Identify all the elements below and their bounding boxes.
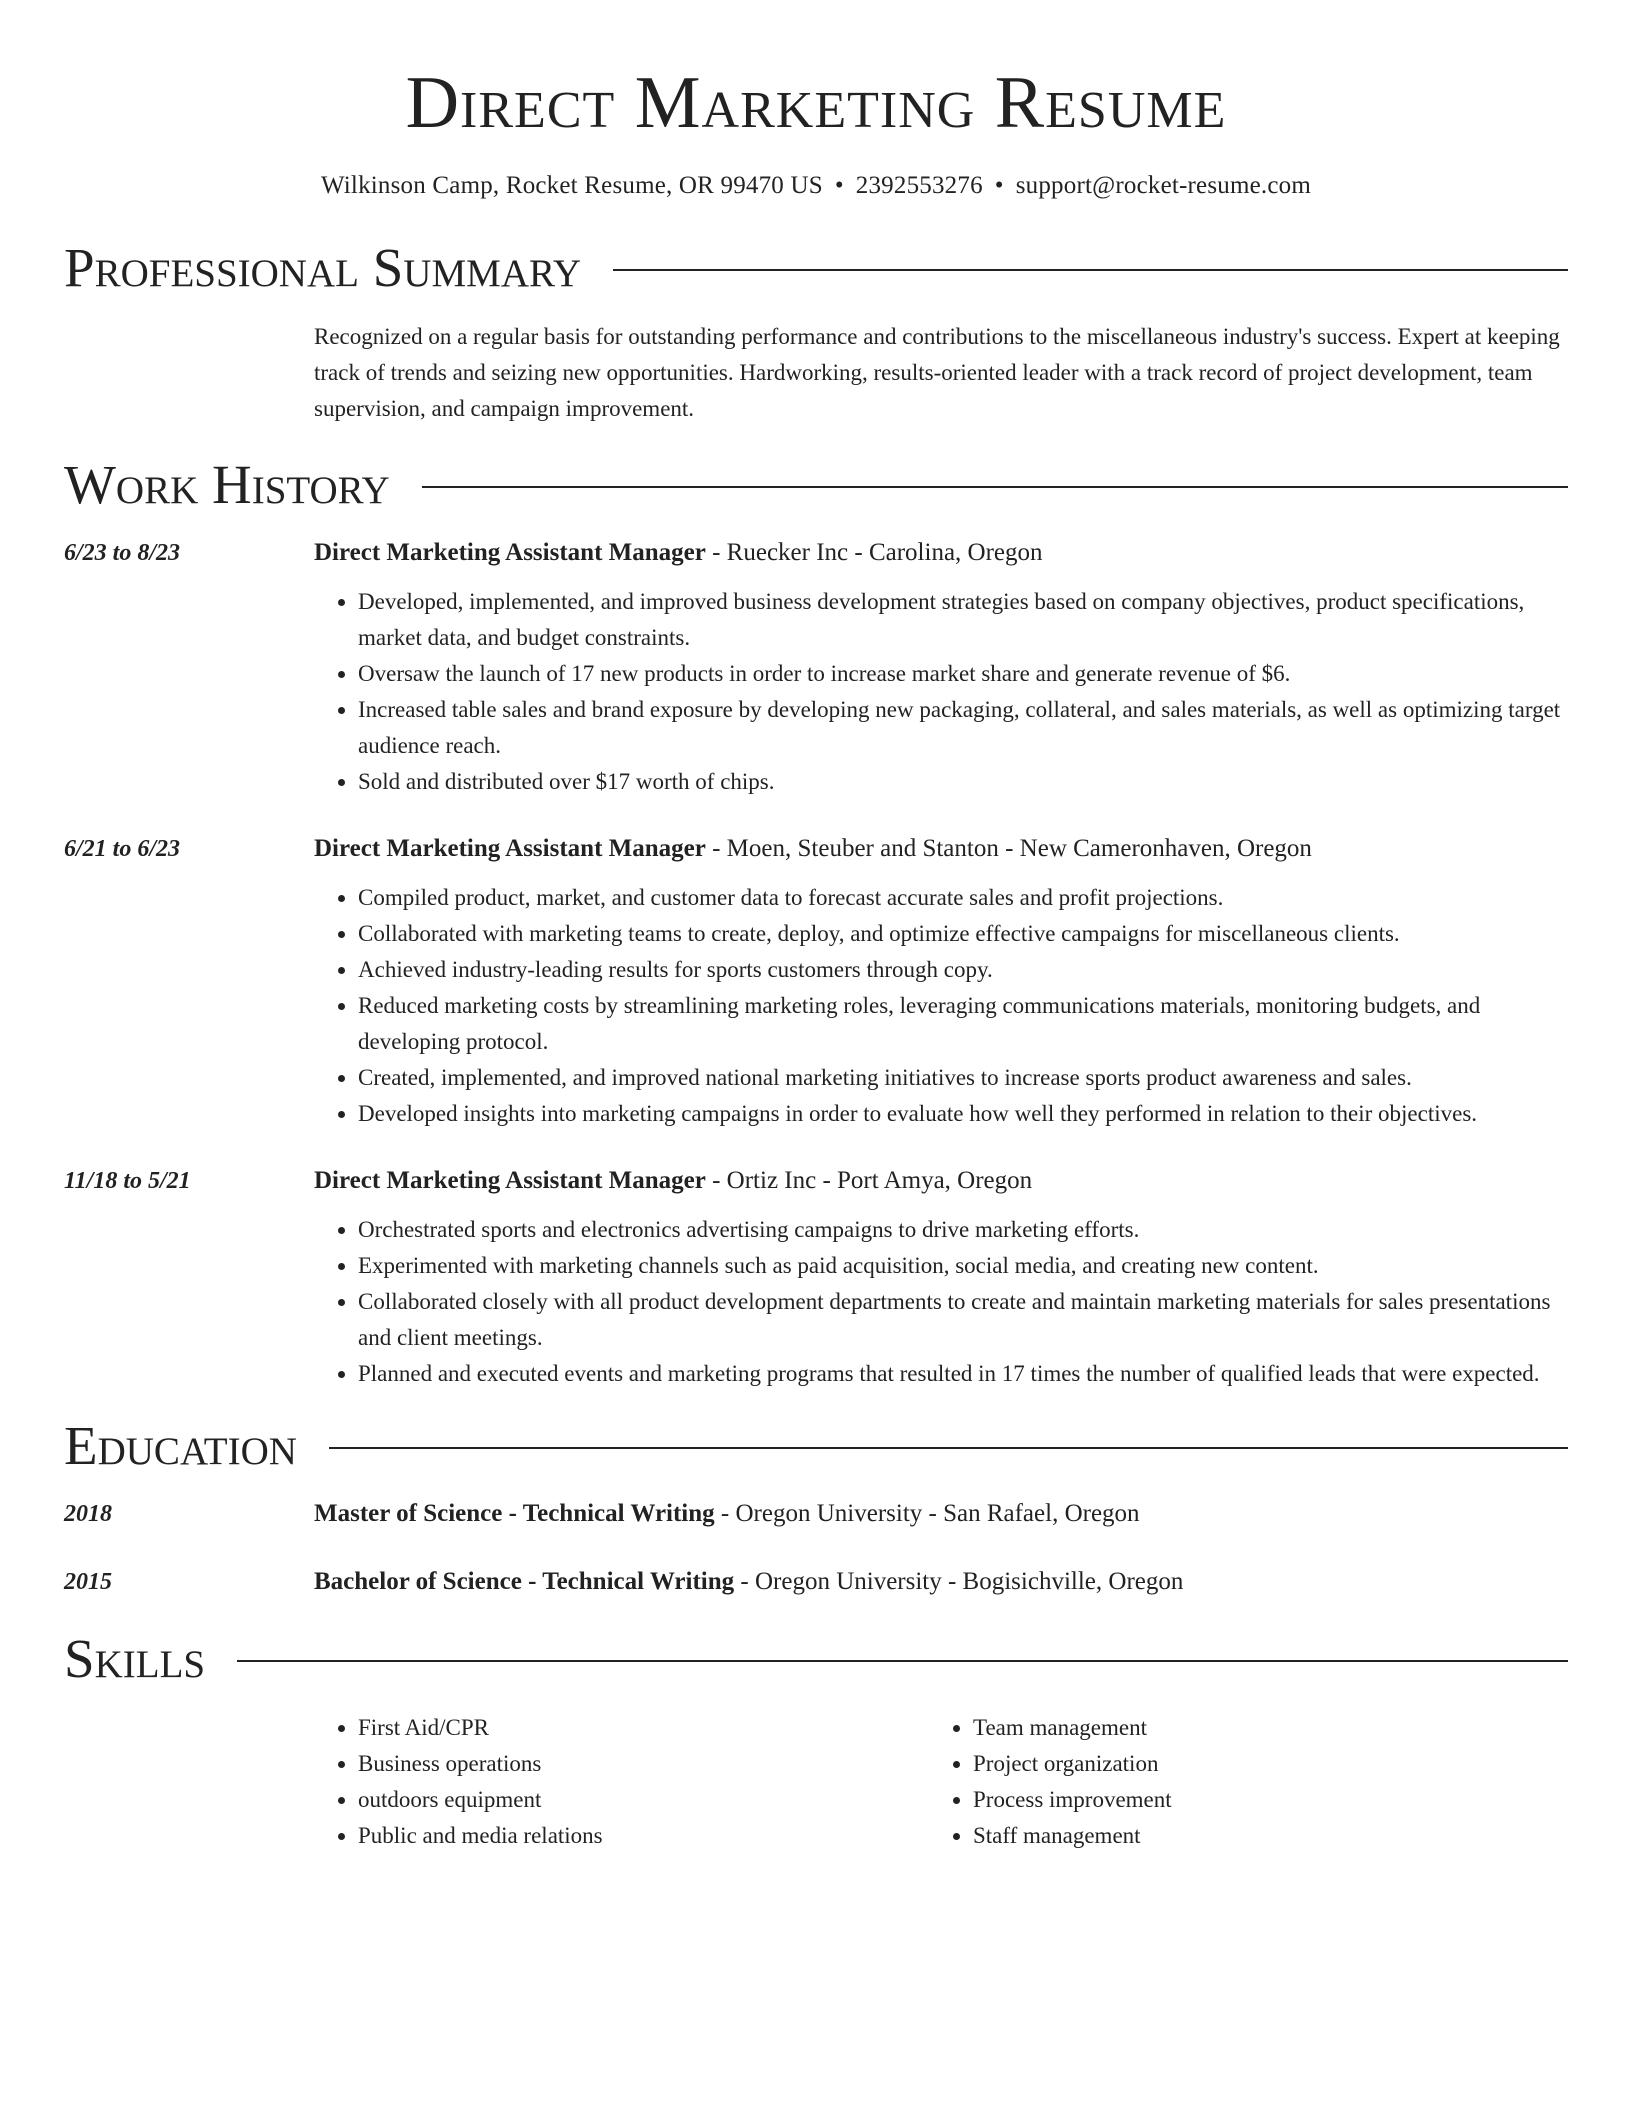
job-bullet: • Collaborated with marketing teams to create, deploy, and optimize effective campaigns for miscellaneous clients.: [358, 916, 1568, 952]
job-date: 6/21 to 6/23: [64, 836, 181, 862]
job-title-line: [314, 534, 1568, 572]
job-bullets: [314, 880, 1568, 1132]
job-bullet: • Experimented with marketing channels such as paid acquisition, social media, and creating new content.: [358, 1248, 1568, 1284]
job-bullet: • Compiled product, market, and customer data to forecast accurate sales and profit projections.: [358, 880, 1568, 916]
job-entry: [64, 830, 1568, 1132]
job-bullet: • Developed, implemented, and improved business development strategies based on company objectives, product specifications, market data, and budget constraints.: [358, 584, 1568, 656]
section-divider: [422, 486, 1568, 488]
skill-item: • Project organization: [973, 1746, 1544, 1782]
skills-column-right: [929, 1710, 1544, 1854]
job-bullet: • Orchestrated sports and electronics advertising campaigns to drive marketing efforts.: [358, 1212, 1568, 1248]
skill-item: • Business operations: [358, 1746, 929, 1782]
resume-name: Direct Marketing Resume: [405, 62, 1227, 144]
summary-text: Recognized on a regular basis for outstanding performance and contributions to the miscellaneous industry's success. Expert at keeping track of trends and seizing new opportunities. Hardworking, results-oriented leader with a track record of project development, team supervision, and campaign improvement.: [314, 324, 1560, 421]
skill-item: • Public and media relations: [358, 1818, 929, 1854]
job-entry: [64, 534, 1568, 800]
job-bullet: • Developed insights into marketing campaigns in order to evaluate how well they performed in relation to their objectives.: [358, 1096, 1568, 1132]
skills-column-left: [314, 1710, 929, 1854]
education-section-header: [64, 1415, 1568, 1476]
job-bullets: [314, 1212, 1568, 1392]
section-divider: [237, 1660, 1568, 1662]
job-bullet: • Collaborated closely with all product development departments to create and maintain marketing materials for sales presentations and client meetings.: [358, 1284, 1568, 1356]
education-degree: Master of Science - Technical Writing: [314, 1500, 715, 1527]
job-entry: [64, 1162, 1568, 1392]
job-bullet: • Oversaw the launch of 17 new products in order to increase market share and generate revenue of $6.: [358, 656, 1568, 692]
contact-address: Wilkinson Camp, Rocket Resume, OR 99470 US: [320, 172, 823, 199]
summary-section-header: [64, 237, 1568, 298]
education-degree: Bachelor of Science - Technical Writing: [314, 1568, 735, 1595]
skills-list: [314, 1710, 1568, 1854]
job-date: 11/18 to 5/21: [64, 1168, 191, 1194]
education-section-title: Education: [64, 1415, 297, 1476]
section-divider: [329, 1447, 1568, 1449]
job-details: - Ruecker Inc - Carolina, Oregon: [705, 539, 1043, 566]
skill-item: • Process improvement: [973, 1782, 1544, 1818]
job-bullet: • Sold and distributed over $17 worth of chips.: [358, 764, 1568, 800]
skill-item: • First Aid/CPR: [358, 1710, 929, 1746]
job-details: - Ortiz Inc - Port Amya, Oregon: [705, 1167, 1033, 1194]
work-section-title: Work History: [64, 454, 390, 515]
skill-item: • outdoors equipment: [358, 1782, 929, 1818]
contact-separator: •: [994, 172, 1004, 199]
job-body: [314, 534, 1568, 800]
contact-phone: 2392553276: [855, 172, 983, 199]
job-bullet: • Increased table sales and brand exposure by developing new packaging, collateral, and sales materials, as well as optimizing target audience reach.: [358, 692, 1568, 764]
skill-item: • Team management: [973, 1710, 1544, 1746]
contact-line: [64, 172, 1568, 200]
job-title-line: [314, 830, 1568, 868]
job-date: 6/23 to 8/23: [64, 540, 181, 566]
section-divider: [613, 269, 1568, 271]
education-year: 2018: [64, 1501, 112, 1527]
contact-separator: •: [834, 172, 844, 199]
skills-section-title: Skills: [64, 1628, 206, 1689]
job-body: [314, 830, 1568, 1132]
skills-section-header: [64, 1628, 1568, 1689]
work-section-header: [64, 454, 1568, 515]
job-bullet: • Achieved industry-leading results for sports customers through copy.: [358, 952, 1568, 988]
job-bullets: [314, 584, 1568, 800]
contact-email[interactable]: support@rocket-resume.com: [1015, 172, 1312, 199]
education-line: [314, 1563, 1568, 1601]
job-details: - Moen, Steuber and Stanton - New Cameronhaven, Oregon: [705, 835, 1312, 862]
job-role: Direct Marketing Assistant Manager: [314, 539, 706, 566]
job-title-line: [314, 1162, 1568, 1200]
job-bullet: • Created, implemented, and improved national marketing initiatives to increase sports product awareness and sales.: [358, 1060, 1568, 1096]
summary-section-title: Professional Summary: [64, 237, 582, 298]
education-entry: [64, 1495, 1568, 1533]
education-details: - Oregon University - Bogisichville, Oregon: [734, 1568, 1184, 1595]
job-role: Direct Marketing Assistant Manager: [314, 835, 706, 862]
education-entry: [64, 1563, 1568, 1601]
education-line: [314, 1495, 1568, 1533]
job-bullet: • Reduced marketing costs by streamlining marketing roles, leveraging communications materials, monitoring budgets, and developing protocol.: [358, 988, 1568, 1060]
education-details: - Oregon University - San Rafael, Oregon: [714, 1500, 1140, 1527]
education-year: 2015: [64, 1569, 112, 1595]
job-body: [314, 1162, 1568, 1392]
job-bullet: • Planned and executed events and marketing programs that resulted in 17 times the number of qualified leads that were expected.: [358, 1356, 1568, 1392]
job-role: Direct Marketing Assistant Manager: [314, 1167, 706, 1194]
skill-item: • Staff management: [973, 1818, 1544, 1854]
